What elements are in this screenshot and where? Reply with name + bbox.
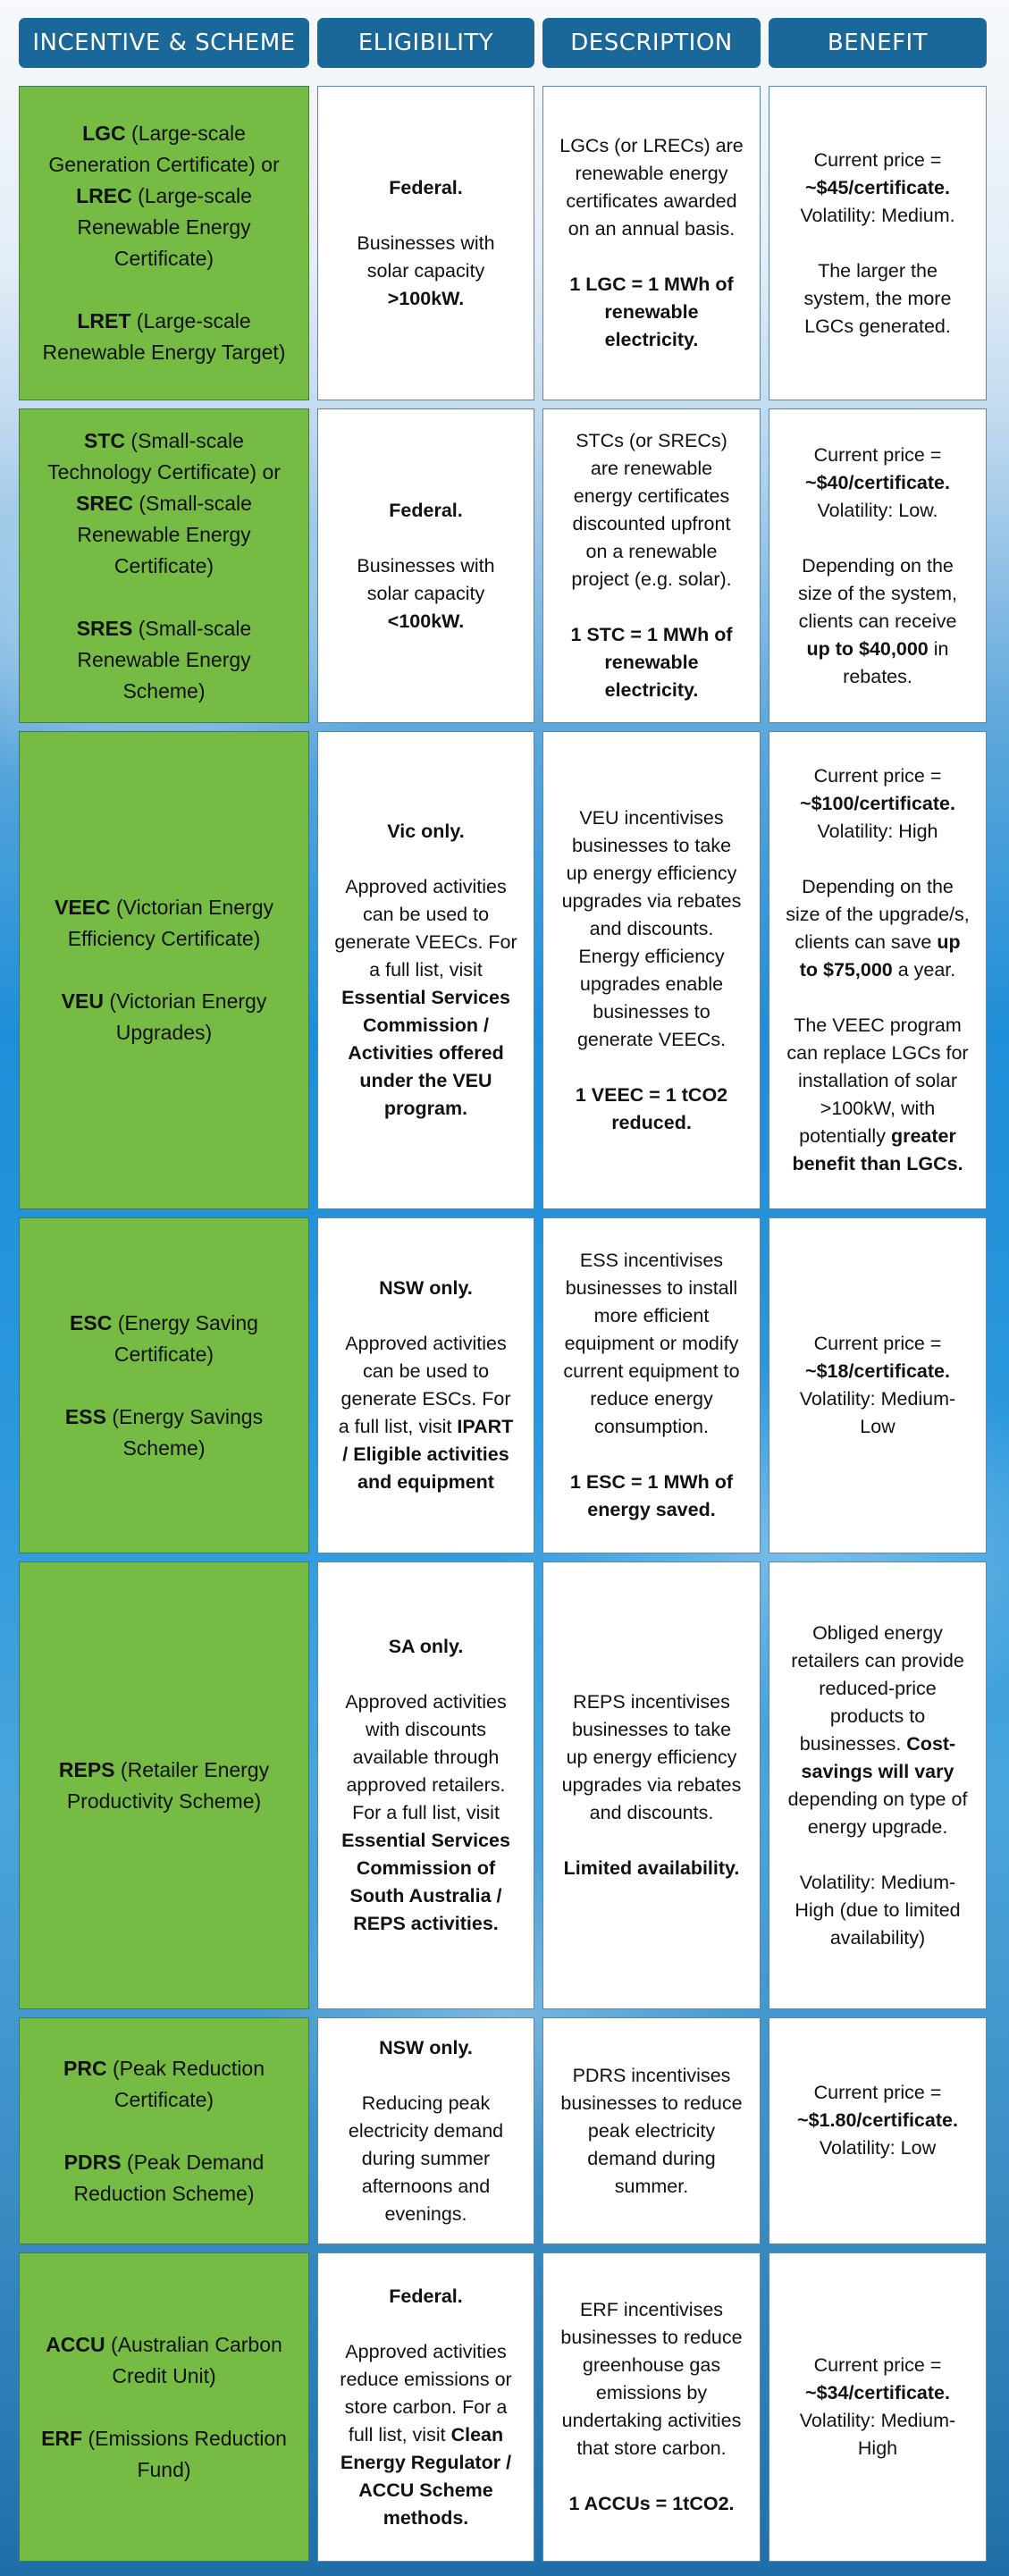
eligibility-cell-stc <box>317 408 534 723</box>
benefit-cell-accu <box>769 2252 987 2562</box>
scheme-cell-reps <box>19 1562 309 2009</box>
benefit-price: Current price = ~$34/certificate. Volatility: Medium-High <box>799 2354 956 2459</box>
benefit-price: Current price = ~$100/certificate. Volatility: High <box>800 765 955 842</box>
benefit-cell-lgc <box>769 86 987 400</box>
header-incentive-scheme: INCENTIVE & SCHEME <box>19 18 309 68</box>
eligibility-region: Federal. <box>389 2285 463 2307</box>
scheme-cell-stc <box>19 408 309 723</box>
benefit-cell-reps <box>769 1562 987 2009</box>
scheme-program: SRES (Small-scale Renewable Energy Scheme) <box>76 616 252 703</box>
benefit-cell-prc <box>769 2017 987 2244</box>
description-cell-accu <box>542 2252 761 2562</box>
description-text: REPS incentivises businesses to take up energy efficiency upgrades via rebates and discounts. <box>561 1691 742 1823</box>
scheme-cell-accu <box>19 2252 309 2562</box>
eligibility-cell-prc <box>317 2017 534 2244</box>
description-cell-veec <box>542 731 761 1209</box>
benefit-cell-esc <box>769 1217 987 1553</box>
header-description: DESCRIPTION <box>542 18 761 68</box>
description-availability: Limited availability. <box>563 1857 740 1879</box>
scheme-cell-veec <box>19 731 309 1209</box>
benefit-extra-2: The VEEC program can replace LGCs for installation of solar >100kW, with potentially greater benefit than LGCs. <box>786 1014 969 1174</box>
scheme-name: REPS (Retailer Energy Productivity Scheme) <box>58 1757 270 1813</box>
benefit-extra: The larger the system, the more LGCs generated. <box>803 259 952 337</box>
description-text: LGCs (or LRECs) are renewable energy certificates awarded on an annual basis. <box>559 135 744 240</box>
description-text: STCs (or SRECs) are renewable energy certificates discounted upfront on a renewable project (e.g. solar). <box>571 430 732 590</box>
scheme-name: PRC (Peak Reduction Certificate) <box>63 2056 265 2111</box>
benefit-price: Current price = ~$18/certificate. Volatility: Medium-Low <box>799 1333 956 1437</box>
header-eligibility: ELIGIBILITY <box>317 18 534 68</box>
scheme-program: VEU (Victorian Energy Upgrades) <box>61 989 267 1044</box>
eligibility-text: Approved activities with discounts available through approved retailers. For a full list, visit Essential Services Commission of South Australia / REPS activities. <box>341 1691 510 1934</box>
eligibility-text: Approved activities reduce emissions or store carbon. For a full list, visit Clean Energy Regulator / ACCU Scheme methods. <box>340 2340 512 2529</box>
description-equivalence: 1 ESC = 1 MWh of energy saved. <box>569 1471 734 1520</box>
eligibility-region: NSW only. <box>379 2036 473 2058</box>
description-equivalence: 1 STC = 1 MWh of renewable electricity. <box>570 624 733 701</box>
eligibility-text: Approved activities can be used to generate VEECs. For a full list, visit Essential Services Commission / Activities offered under the VEU program. <box>334 876 517 1119</box>
scheme-cell-esc <box>19 1217 309 1553</box>
eligibility-cell-veec <box>317 731 534 1209</box>
description-cell-stc <box>542 408 761 723</box>
eligibility-cell-accu <box>317 2252 534 2562</box>
benefit-extra: Depending on the size of the upgrade/s, clients can save up to $75,000 a year. <box>786 876 970 981</box>
eligibility-region: Federal. <box>389 176 463 198</box>
description-cell-esc <box>542 1217 761 1553</box>
eligibility-region: SA only. <box>388 1636 464 1657</box>
scheme-cell-lgc <box>19 86 309 400</box>
benefit-extra: Depending on the size of the system, clients can receive up to $40,000 in rebates. <box>797 554 958 687</box>
header-benefit: BENEFIT <box>769 18 987 68</box>
description-equivalence: 1 LGC = 1 MWh of renewable electricity. <box>569 274 734 350</box>
description-equivalence: 1 VEEC = 1 tCO2 reduced. <box>575 1083 728 1133</box>
eligibility-cell-lgc <box>317 86 534 400</box>
benefit-price: Current price = ~$45/certificate. Volatility: Medium. <box>800 148 955 226</box>
eligibility-text: Businesses with solar capacity >100kW. <box>357 232 495 309</box>
benefit-volatility: Volatility: Medium-High (due to limited availability) <box>795 1871 961 1949</box>
scheme-name: VEEC (Victorian Energy Efficiency Certificate) <box>54 896 274 950</box>
eligibility-link-text: Essential Services Commission of South Australia / REPS activities. <box>341 1830 510 1934</box>
eligibility-text: Approved activities can be used to generate ESCs. For a full list, visit IPART / Eligible activities and equipment <box>338 1333 514 1493</box>
benefit-price: Current price = ~$1.80/certificate. Volatility: Low <box>797 2082 958 2159</box>
scheme-program: ESS (Energy Savings Scheme) <box>64 1404 264 1460</box>
scheme-program: LRET (Large-scale Renewable Energy Target) <box>42 309 286 364</box>
eligibility-region: Vic only. <box>387 821 465 842</box>
eligibility-region: Federal. <box>389 499 463 521</box>
scheme-name: ESC (Energy Saving Certificate) <box>70 1310 258 1366</box>
incentives-table <box>19 18 987 2562</box>
scheme-program: ERF (Emissions Reduction Fund) <box>41 2426 287 2481</box>
benefit-cell-veec <box>769 731 987 1209</box>
scheme-name: ACCU (Australian Carbon Credit Unit) <box>46 2332 282 2387</box>
description-text: ERF incentivises businesses to reduce greenhouse gas emissions by undertaking activities that store carbon. <box>560 2299 743 2459</box>
description-equivalence: 1 ACCUs = 1tCO2. <box>568 2493 735 2514</box>
scheme-cell-prc <box>19 2017 309 2244</box>
scheme-program: PDRS (Peak Demand Reduction Scheme) <box>63 2150 265 2205</box>
eligibility-region: NSW only. <box>379 1277 473 1299</box>
eligibility-text: Businesses with solar capacity <100kW. <box>357 554 495 632</box>
benefit-cell-stc <box>769 408 987 723</box>
benefit-price: Current price = ~$40/certificate. Volatility: Low. <box>805 443 950 521</box>
description-cell-prc <box>542 2017 761 2244</box>
eligibility-cell-esc <box>317 1217 534 1553</box>
description-cell-reps <box>542 1562 761 2009</box>
eligibility-cell-reps <box>317 1562 534 2009</box>
description-text: VEU incentivises businesses to take up energy efficiency upgrades via rebates and discounts. Energy efficiency upgrades enable businesses to generate VEECs. <box>561 806 742 1050</box>
eligibility-text: Reducing peak electricity demand during summer afternoons and evenings. <box>348 2092 504 2225</box>
description-text: PDRS incentivises businesses to reduce peak electricity demand during summer. <box>560 2064 743 2197</box>
description-text: ESS incentivises businesses to install more efficient equipment or modify current equipment to reduce energy consumption. <box>563 1250 740 1437</box>
benefit-text: Obliged energy retailers can provide reduced-price products to businesses. Cost-savings will vary depending on type of energy upgrade. <box>787 1621 968 1838</box>
eligibility-link-text: IPART / Eligible activities and equipment <box>342 1416 514 1493</box>
eligibility-link-text: Clean Energy Regulator / ACCU Scheme methods. <box>340 2423 512 2529</box>
scheme-name: STC (Small-scale Technology Certificate) or SREC (Small-scale Renewable Energy Certificate) <box>47 428 281 577</box>
description-cell-lgc <box>542 86 761 400</box>
eligibility-link-text: Essential Services Commission / Activities offered under the VEU program. <box>341 987 510 1119</box>
scheme-name: LGC (Large-scale Generation Certificate) or LREC (Large-scale Renewable Energy Certificate) <box>48 122 280 270</box>
